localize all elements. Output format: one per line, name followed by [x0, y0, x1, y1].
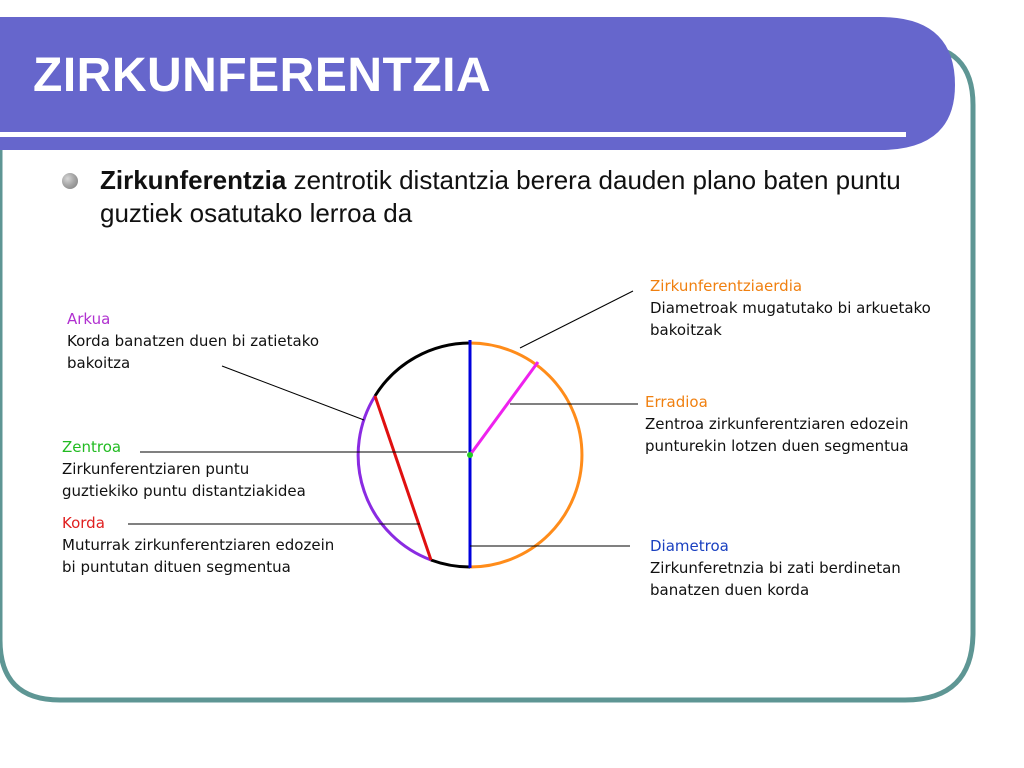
label-zirkunferentziaerdia-line1: Diametroak mugatutako bi arkuetako — [650, 299, 931, 317]
bullet-definition: zentrotik distantzia berera dauden plano baten puntu guztiek osatutako lerroa da — [100, 165, 901, 228]
label-korda-line2: bi puntutan dituen segmentua — [62, 558, 291, 576]
label-arkua-line1: Korda banatzen duen bi zatietako — [67, 332, 320, 350]
label-erradioa-title: Erradioa — [645, 393, 708, 411]
black-arc — [375, 343, 470, 396]
label-zentroa-line1: Zirkunferentziaren puntu — [62, 460, 250, 478]
label-zentroa — [62, 436, 306, 502]
label-erradioa-line1: Zentroa zirkunferentziaren edozein — [645, 415, 909, 433]
bullet-term: Zirkunferentzia — [100, 165, 287, 195]
label-arkua-line2: bakoitza — [67, 354, 131, 372]
black-arc-bottom — [431, 560, 470, 567]
chord-line — [375, 396, 431, 560]
label-arkua-title: Arkua — [67, 310, 111, 328]
label-zirkunferentziaerdia-line2: bakoitzak — [650, 321, 722, 339]
label-diametroa-title: Diametroa — [650, 537, 729, 555]
label-zirkunferentziaerdia-title: Zirkunferentziaerdia — [650, 277, 803, 295]
leader-arkua — [222, 366, 364, 420]
label-korda — [62, 512, 334, 578]
label-arkua — [67, 308, 319, 374]
label-zirkunferentziaerdia — [650, 275, 931, 341]
page-title: ZIRKUNFERENTZIA — [33, 49, 492, 102]
label-korda-title: Korda — [62, 514, 105, 532]
radius-line — [470, 362, 538, 455]
arc-purple — [358, 396, 431, 560]
label-diametroa — [650, 535, 901, 601]
label-diametroa-line1: Zirkunferetnzia bi zati berdinetan — [650, 559, 901, 577]
leader-zirkunferentziaerdia — [520, 291, 633, 348]
label-erradioa — [645, 391, 909, 457]
label-zentroa-line2: guztiekiko puntu distantziakidea — [62, 482, 306, 500]
label-erradioa-line2: punturekin lotzen duen segmentua — [645, 437, 909, 455]
center-point — [467, 452, 473, 458]
label-korda-line1: Muturrak zirkunferentziaren edozein — [62, 536, 335, 554]
label-diametroa-line2: banatzen duen korda — [650, 581, 810, 599]
label-zentroa-title: Zentroa — [62, 438, 122, 456]
